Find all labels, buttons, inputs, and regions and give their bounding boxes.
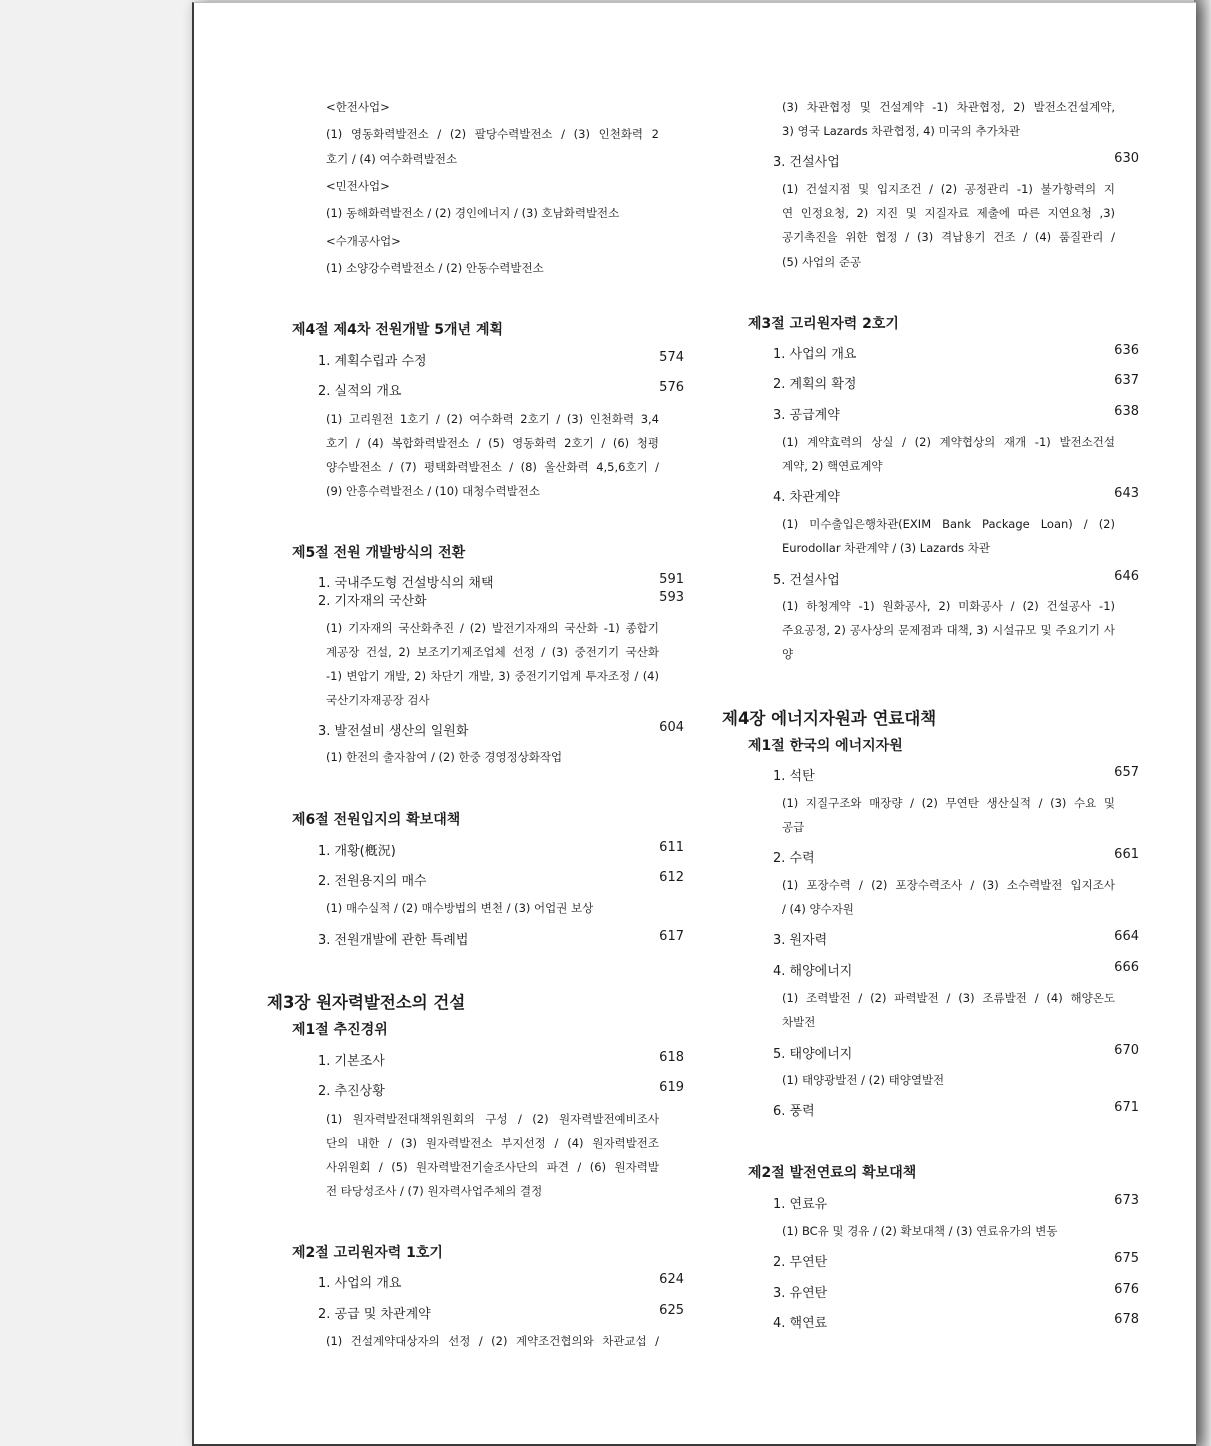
page-number: 671 [1114, 1100, 1139, 1115]
toc-item[interactable]: 2. 무연탄 [773, 1255, 828, 1270]
toc-sub-line: 국산기자재공장 검사 [326, 693, 430, 707]
page-number: 670 [1114, 1043, 1139, 1058]
left-top-line-1: <한전사업> [326, 100, 390, 114]
page-number: 611 [659, 840, 684, 855]
toc-sub-line: 연 인정요청, 2) 지진 및 지질자료 제출에 따른 지연요청 ,3) [782, 206, 1115, 220]
page-number: 661 [1114, 847, 1139, 862]
right-top-line-1: (3) 차관협정 및 건설계약 -1) 차관협정, 2) 발전소건설계약, [782, 100, 1115, 114]
left-top-line-5: (1) 동해화력발전소 / (2) 경인에너지 / (3) 호남화력발전소 [326, 206, 620, 220]
page-number: 593 [659, 590, 684, 605]
toc-sub-line: 차발전 [782, 1015, 816, 1029]
right-top-line-2: 3) 영국 Lazards 차관협정, 4) 미국의 추가차관 [782, 124, 1020, 138]
section-title-3: 제3절 고리원자력 2호기 [748, 316, 899, 332]
page-number: 625 [659, 1303, 684, 1318]
page-number: 657 [1114, 765, 1139, 780]
page-number: 574 [659, 350, 684, 365]
page-number: 617 [659, 929, 684, 944]
section-title-5: 제5절 전원 개발방식의 전환 [292, 545, 466, 561]
toc-item[interactable]: 4. 해양에너지 [773, 964, 853, 979]
toc-item[interactable]: 3. 원자력 [773, 933, 828, 948]
section-title-1: 제1절 추진경위 [292, 1022, 388, 1038]
toc-item[interactable]: 2. 전원용지의 매수 [318, 874, 427, 889]
page-number: 619 [659, 1080, 684, 1095]
left-top-line-4: <민전사업> [326, 179, 390, 193]
toc-item[interactable]: 3. 건설사업 [773, 155, 840, 170]
toc-sub-line: (1) 조력발전 / (2) 파력발전 / (3) 조류발전 / (4) 해양온도 [782, 991, 1115, 1005]
toc-sub-line: 계약, 2) 핵연료계약 [782, 459, 883, 473]
toc-item[interactable]: 1. 연료유 [773, 1197, 828, 1212]
toc-item[interactable]: 4. 차관계약 [773, 490, 840, 505]
toc-sub-line: (1) 미수출입은행차관(EXIM Bank Package Loan) / (2) [782, 517, 1115, 531]
toc-sub-line: (1) 한전의 출자참여 / (2) 한중 경영정상화작업 [326, 750, 563, 764]
toc-item[interactable]: 2. 추진상황 [318, 1084, 385, 1099]
page-number: 664 [1114, 929, 1139, 944]
toc-item[interactable]: 1. 사업의 개요 [318, 1276, 402, 1291]
toc-sub-line: (1) 지질구조와 매장량 / (2) 무연탄 생산실적 / (3) 수요 및 [782, 796, 1115, 810]
toc-sub-line: (1) 태양광발전 / (2) 태양열발전 [782, 1073, 945, 1087]
toc-item[interactable]: 3. 발전설비 생산의 일원화 [318, 724, 469, 739]
toc-item[interactable]: 1. 기본조사 [318, 1054, 385, 1069]
toc-sub-line: (1) 매수실적 / (2) 매수방법의 변천 / (3) 어업권 보상 [326, 901, 594, 915]
toc-sub-line: 주요공정, 2) 공사상의 문제점과 대책, 3) 시설규모 및 주요기기 사 [782, 623, 1115, 637]
toc-item[interactable]: 3. 유연탄 [773, 1286, 828, 1301]
toc-item[interactable]: 2. 기자재의 국산화 [318, 594, 427, 609]
page-number: 637 [1114, 373, 1139, 388]
document-page [192, 2, 1196, 1446]
toc-item[interactable]: 1. 사업의 개요 [773, 347, 857, 362]
toc-sub-line: 공급 [782, 820, 805, 834]
toc-item[interactable]: 3. 전원개발에 관한 특례법 [318, 933, 469, 948]
toc-item[interactable]: 2. 수력 [773, 851, 815, 866]
page-number: 666 [1114, 960, 1139, 975]
left-top-line-2: (1) 영동화력발전소 / (2) 팔당수력발전소 / (3) 인천화력 2 [326, 127, 659, 141]
toc-item[interactable]: 2. 공급 및 차관계약 [318, 1307, 431, 1322]
toc-sub-line: (5) 사업의 준공 [782, 255, 862, 269]
page-number: 636 [1114, 343, 1139, 358]
page-number: 678 [1114, 1312, 1139, 1327]
toc-sub-line: 사위원회 / (5) 원자력발전기술조사단의 파견 / (6) 원자력발 [326, 1160, 659, 1174]
toc-item[interactable]: 6. 풍력 [773, 1104, 815, 1119]
chapter-title-3: 제3장 원자력발전소의 건설 [267, 993, 466, 1012]
toc-sub-line: (9) 안흥수력발전소 / (10) 대청수력발전소 [326, 484, 540, 498]
left-top-line-6: <수개공사업> [326, 234, 401, 248]
page-number: 624 [659, 1272, 684, 1287]
toc-sub-line: 양수발전소 / (7) 평택화력발전소 / (8) 울산화력 4,5,6호기 / [326, 460, 659, 474]
toc-item[interactable]: 5. 건설사업 [773, 573, 840, 588]
page-number: 618 [659, 1050, 684, 1065]
toc-sub-line: 전 타당성조사 / (7) 원자력사업주체의 결정 [326, 1184, 543, 1198]
section-title-2: 제2절 고리원자력 1호기 [292, 1245, 443, 1261]
page-number: 646 [1114, 569, 1139, 584]
toc-sub-line: (1) 하청계약 -1) 원화공사, 2) 미화공사 / (2) 건설공사 -1) [782, 599, 1115, 613]
page-number: 676 [1114, 1282, 1139, 1297]
toc-sub-line: / (4) 양수자원 [782, 902, 854, 916]
page-number: 675 [1114, 1251, 1139, 1266]
toc-item[interactable]: 3. 공급계약 [773, 408, 840, 423]
toc-item[interactable]: 1. 개황(槪況) [318, 844, 396, 859]
toc-sub-line: 양 [782, 647, 794, 661]
section-title-6: 제6절 전원입지의 확보대책 [292, 812, 461, 828]
left-top-line-3: 호기 / (4) 여수화력발전소 [326, 152, 458, 166]
page-number: 643 [1114, 486, 1139, 501]
page-number: 630 [1114, 151, 1139, 166]
toc-sub-line: (1) 기자재의 국산화추진 / (2) 발전기자재의 국산화 -1) 종합기 [326, 621, 659, 635]
toc-item[interactable]: 2. 계획의 확정 [773, 377, 857, 392]
page-number: 591 [659, 572, 684, 587]
page-number: 604 [659, 720, 684, 735]
toc-item[interactable]: 2. 실적의 개요 [318, 384, 402, 399]
page-number: 612 [659, 870, 684, 885]
page-number: 576 [659, 380, 684, 395]
toc-sub-line: 공기촉진을 위한 협정 / (3) 격납용기 건조 / (4) 품질관리 / [782, 230, 1115, 244]
section-title-2-right: 제2절 발전연료의 확보대책 [748, 1165, 917, 1181]
section-title-4: 제4절 제4차 전원개발 5개년 계획 [292, 322, 504, 338]
left-top-line-7: (1) 소양강수력발전소 / (2) 안동수력발전소 [326, 261, 544, 275]
toc-sub-line: (1) 원자력발전대책위원회의 구성 / (2) 원자력발전예비조사 [326, 1112, 659, 1126]
toc-sub-line: (1) 고리원전 1호기 / (2) 여수화력 2호기 / (3) 인천화력 3,4 [326, 412, 659, 426]
toc-sub-line: (1) BC유 및 경유 / (2) 확보대책 / (3) 연료유가의 변동 [782, 1224, 1058, 1238]
toc-item[interactable]: 1. 석탄 [773, 769, 815, 784]
toc-sub-line: Eurodollar 차관계약 / (3) Lazards 차관 [782, 541, 991, 555]
toc-item[interactable]: 5. 태양에너지 [773, 1047, 853, 1062]
toc-item[interactable]: 4. 핵연료 [773, 1316, 828, 1331]
toc-item[interactable]: 1. 국내주도형 건설방식의 채택 [318, 576, 494, 591]
viewer-scroll-shadow [1194, 0, 1211, 1446]
toc-sub-line: (1) 건설계약대상자의 선정 / (2) 계약조건협의와 차관교섭 / [326, 1334, 659, 1348]
toc-sub-line: (1) 건설지점 및 입지조건 / (2) 공정관리 -1) 불가항력의 지 [782, 182, 1115, 196]
chapter-title-4: 제4장 에너지자원과 연료대책 [722, 709, 937, 728]
page-number: 638 [1114, 404, 1139, 419]
toc-item[interactable]: 1. 계획수립과 수정 [318, 354, 427, 369]
toc-sub-line: 단의 내한 / (3) 원자력발전소 부지선정 / (4) 원자력발전조 [326, 1136, 659, 1150]
section-title-1-right: 제1절 한국의 에너지자원 [748, 738, 903, 754]
toc-sub-line: 계공장 건설, 2) 보조기기제조업체 선정 / (3) 중전기기 국산화 [326, 645, 659, 659]
toc-sub-line: -1) 변압기 개발, 2) 차단기 개발, 3) 중전기기업계 투자조정 / (4) [326, 669, 659, 683]
toc-sub-line: 호기 / (4) 복합화력발전소 / (5) 영동화력 2호기 / (6) 청평 [326, 436, 659, 450]
toc-sub-line: (1) 계약효력의 상실 / (2) 계약협상의 재개 -1) 발전소건설 [782, 435, 1115, 449]
page-number: 673 [1114, 1193, 1139, 1208]
toc-sub-line: (1) 포장수력 / (2) 포장수력조사 / (3) 소수력발전 입지조사 [782, 878, 1115, 892]
